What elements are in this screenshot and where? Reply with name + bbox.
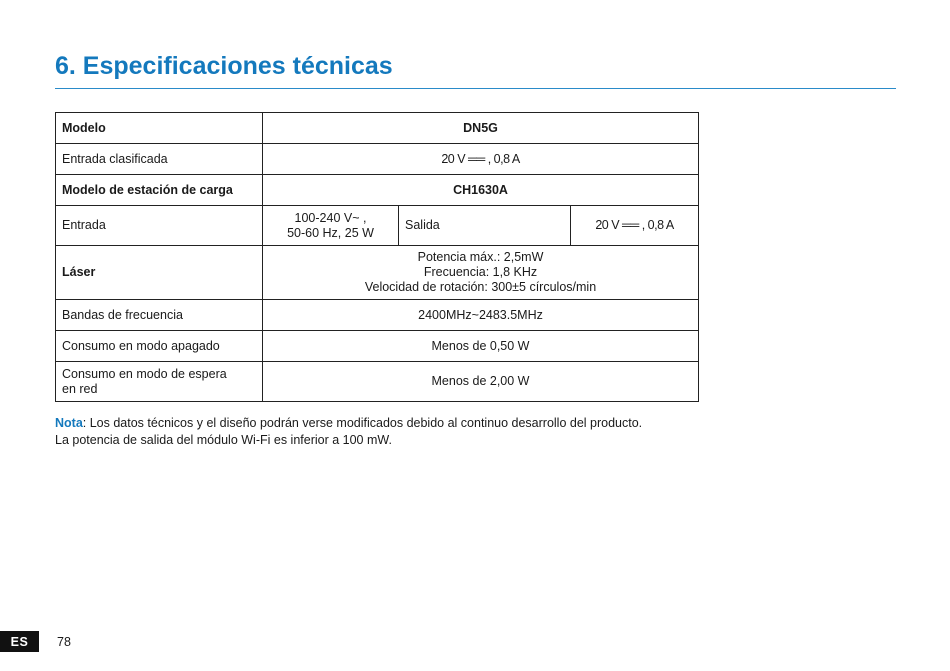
rated-input-value: 20 V ══ , 0,8 A [263,144,699,175]
bands-label: Bandas de frecuencia [56,300,263,331]
table-row [56,144,699,175]
note-label: Nota [55,416,83,430]
laser-value [263,246,699,300]
table-row [56,331,699,362]
laser-label: Láser [56,246,263,300]
bands-value: 2400MHz~2483.5MHz [263,300,699,331]
spec-table [55,112,699,402]
table-row [56,206,699,246]
charging-station-value: CH1630A [263,175,699,206]
off-consumption-value: Menos de 0,50 W [263,331,699,362]
laser-rotation: Velocidad de rotación: 300±5 círculos/min [364,280,597,294]
page-number: 78 [57,635,71,649]
input-value-line1: 100-240 V~ , [294,210,367,225]
input-label: Entrada [56,206,263,246]
note-line2: La potencia de salida del módulo Wi-Fi es inferior a 100 mW. [55,433,392,447]
table-row [56,246,699,300]
input-value [263,206,399,246]
table-row [56,113,699,144]
standby-value: Menos de 2,00 W [263,362,699,402]
charging-station-label: Modelo de estación de carga [56,175,263,206]
output-label: Salida [399,206,571,246]
note-text: : Los datos técnicos y el diseño podrán verse modificados debido al continuo desarrollo del producto. [82,416,643,430]
rated-input-label: Entrada clasificada [56,144,263,175]
laser-frequency: Frecuencia: 1,8 KHz [423,265,538,279]
note-line1 [55,415,642,432]
language-badge: ES [0,631,39,652]
laser-power: Potencia máx.: 2,5mW [417,250,544,264]
standby-label [56,362,263,402]
table-row [56,300,699,331]
title-divider [55,88,896,89]
output-value: 20 V ══ , 0,8 A [571,206,699,246]
input-value-line2: 50-60 Hz, 25 W [287,225,374,240]
standby-label-line1: Consumo en modo de espera [62,366,227,381]
table-row [56,175,699,206]
model-label: Modelo [56,113,263,144]
off-consumption-label: Consumo en modo apagado [56,331,263,362]
note [55,415,642,449]
page-title: 6. Especificaciones técnicas [55,52,393,80]
table-row [56,362,699,402]
standby-label-line2: en red [62,381,98,396]
model-value: DN5G [263,113,699,144]
